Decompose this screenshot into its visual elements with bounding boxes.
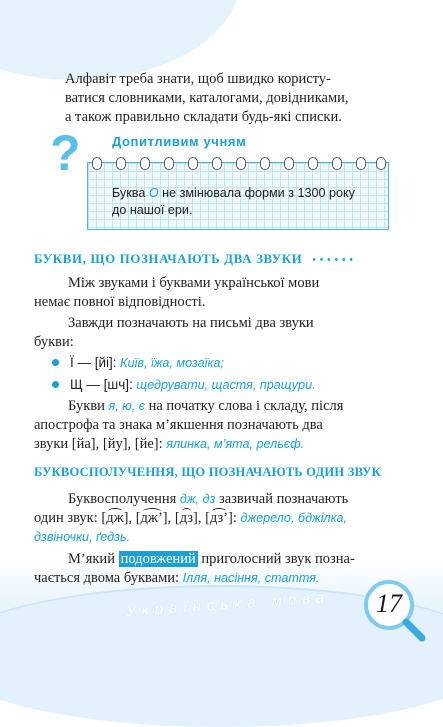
bullet-head: Щ — [шч]: <box>70 377 133 392</box>
bullet-examples: щедрувати, щастя, пращури. <box>136 378 316 392</box>
section1-para1-line2: немає повної відповідності. <box>34 294 206 310</box>
dots-decoration: • • • • • • <box>312 255 354 266</box>
callout-text-a: Буква <box>112 186 149 200</box>
spiral-ring <box>140 157 150 170</box>
section2-p2-line1: М’який подовжений приголосний звук позна- <box>68 551 355 567</box>
highlighted-word: подовжений <box>120 551 196 567</box>
spiral-ring <box>332 157 342 170</box>
section2-p2-line2: чається двома буквами: Ілля, насіння, стаття. <box>34 570 320 586</box>
spiral-ring <box>376 157 386 170</box>
section1-body <box>34 274 390 454</box>
spiral-ring <box>236 157 246 170</box>
section-heading-two-sounds <box>34 252 354 267</box>
spiral-ring <box>212 157 222 170</box>
intro-line-2: ватися словниками, каталогами, довідниками, <box>65 90 349 106</box>
top-corner-decoration <box>0 0 240 80</box>
sound-dzh-soft: дж’ <box>140 510 163 526</box>
sound-dz: дз <box>179 510 193 526</box>
question-mark-icon: ? <box>50 125 81 181</box>
section1-para2-line1: Завжди позначають на письмі два звуки <box>68 315 314 331</box>
callout-text-b: не змінювала форми з 1300 року <box>158 186 355 200</box>
section1-para3-line1: Букви я, ю, є на початку слова і складу, після <box>68 398 344 414</box>
bullet-examples: Київ, їжа, мозаїка; <box>120 356 224 370</box>
list-item <box>34 375 390 395</box>
spiral-ring <box>260 157 270 170</box>
page-number: 17 <box>376 589 402 618</box>
callout-letter: О <box>148 186 159 200</box>
bullet-head: Ї — [йі]: <box>70 355 117 370</box>
bullet-icon <box>52 381 59 388</box>
callout-title: Допитливим учням <box>112 134 247 149</box>
section1-para2-line2: букви: <box>34 334 74 350</box>
footer-watermark: Українська мова <box>125 588 331 621</box>
page-number-magnifier <box>362 578 428 644</box>
section2-p1-line1: Буквосполучення дж, дз зазвичай позначають <box>68 491 349 507</box>
spiral-ring <box>188 157 198 170</box>
intro-paragraph <box>65 70 390 127</box>
list-item <box>34 353 390 373</box>
intro-line-3: а також правильно складати будь-які списки. <box>65 109 342 125</box>
sound-dzh: дж <box>106 510 124 526</box>
spiral-ring <box>356 157 366 170</box>
section2-p1-line2: один звук: [дж], [дж’], [дз], [дз’]: джерело, бджілка, <box>34 510 348 526</box>
spiral-ring <box>284 157 294 170</box>
section2-body <box>34 490 390 588</box>
section-title: БУКВИ, ЩО ПОЗНАЧАЮТЬ ДВА ЗВУКИ <box>34 252 303 266</box>
section1-para3-line2: апострофа та знака м’якшення позначають два <box>34 417 323 433</box>
section1-para3-line3: звуки [йа], [йу], [йе]: ялинка, м’ята, рельєф. <box>34 436 305 452</box>
sound-dz-soft: дз’ <box>209 510 229 526</box>
section2-p1-line3: дзвіночки, ґедзь. <box>34 530 131 544</box>
callout-text-line2: до нашої ери. <box>112 203 193 217</box>
bullet-icon <box>52 359 59 366</box>
bullet-list <box>34 353 390 395</box>
section-heading-one-sound: БУКВОСПОЛУЧЕННЯ, ЩО ПОЗНАЧАЮТЬ ОДИН ЗВУК <box>34 465 381 479</box>
spiral-ring <box>308 157 318 170</box>
callout-notebook-box <box>87 162 389 230</box>
callout-text <box>112 185 355 219</box>
spiral-ring <box>116 157 126 170</box>
section1-para1-line1: Між звуками і буквами української мови <box>68 275 320 291</box>
intro-line-1: Алфавіт треба знати, щоб швидко користу- <box>65 71 331 87</box>
spiral-ring <box>92 157 102 170</box>
spiral-ring <box>164 157 174 170</box>
